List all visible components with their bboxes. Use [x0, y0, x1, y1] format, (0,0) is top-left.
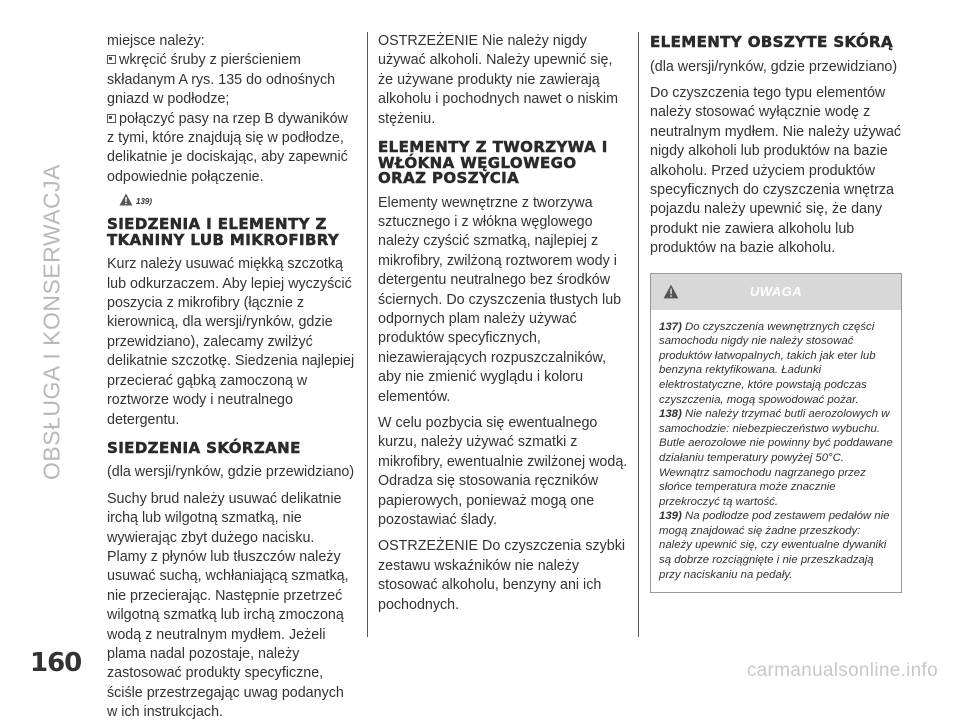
watermark: carmanualsonline.info	[746, 660, 938, 681]
warning-triangle-icon	[119, 193, 133, 206]
warning-reference-number: 139)	[136, 197, 153, 207]
bullet-text-2: połączyć pasy na rzep B dywaników z tymi, które znajdują się w podłodze, delikatnie je dociskając, aby zapewnić odpowiednie połączenie.	[107, 110, 348, 185]
caution-text: Do czyszczenia wewnętrznych części samochodu nigdy nie należy stosować produktów łatwopalnych, takich jak eter lub benzyna rektyfikowana. Ładunki elektrostatyczne, które powstają podczas czyszczenia, mogą spowodować pożar.	[659, 320, 876, 406]
heading-leather-seats: SIEDZENIA SKÓRZANE	[107, 438, 301, 457]
caution-item-137	[659, 320, 893, 408]
caution-item-138	[659, 407, 893, 509]
column-2	[378, 32, 628, 615]
heading-fabric-seats: SIEDZENIA I ELEMENTY Z TKANINY LUB MIKROFIBRY	[107, 215, 340, 249]
bullet-text-1: wkręcić śruby z pierścieniem składanym A rys. 135 do odnośnych gniazd w podłodze;	[107, 52, 336, 108]
checkbox-bullet-icon	[107, 114, 116, 123]
column-3	[650, 32, 902, 593]
warning-triangle-icon	[663, 284, 679, 299]
caution-item-139	[659, 509, 893, 582]
caution-body	[651, 310, 901, 593]
fabric-seats-text: Kurz należy usuwać miękką szczotką lub odkurzaczem. Aby lepiej wyczyścić poszycia z mikrofibry (łącznie z kierownicą, dla wersji/rynków, gdzie przewidziano), zalecamy zwilżyć delikatnie szczotkę. Siedzenia najlepiej przecierać gąbką zamoczoną w roztworze wody i neutralnego detergentu.	[107, 256, 355, 428]
dust-text: W celu pozbycia się ewentualnego kurzu, należy używać szmatki z mikrofibry, ewentualnie zwilżonej wodą. Odradza się stosowania ręczników papierowych, ponieważ mogą one pozostawiać ślady.	[378, 415, 628, 529]
caution-number: 137)	[659, 320, 685, 333]
alcohol-warning-text: OSTRZEŻENIE Nie należy nigdy używać alkoholi. Należy upewnić się, że używane produkty nie zawierają alkoholu i pochodnych nawet o niskim stężeniu.	[378, 33, 619, 127]
caution-number: 138)	[659, 408, 685, 421]
heading-leather-elements: ELEMENTY OBSZYTE SKÓRĄ	[650, 33, 893, 51]
leather-elements-text: Do czyszczenia tego typu elementów należy stosować wyłącznie wodę z neutralnym mydłem. Nie należy używać nigdy alkoholi lub produktów na bazie alkoholu. Przed użyciem produktów specyficznych do czyszczenia wnętrza pojazdu należy upewnić się, że dany produkt nie zawiera alkoholu lub produktów na bazie alkoholu.	[650, 84, 902, 257]
column-divider-2	[638, 32, 639, 637]
page-number: 160	[30, 648, 82, 678]
caution-text: Nie należy trzymać butli aerozolowych w samochodzie: niebezpieczeństwo wybuchu. Butle aerozolowe nie powinny być poddawane działaniu temperatury powyżej 50°C. Wewnątrz samochodu nagrzanego przez słońce temperatura może znacznie przekroczyć tą wartość.	[659, 408, 893, 508]
caution-number: 139)	[659, 510, 685, 523]
bullet-item-2	[107, 110, 357, 188]
leather-elements-note: (dla wersji/rynków, gdzie przewidziano)	[650, 58, 898, 75]
leather-seats-note: (dla wersji/rynków, gdzie przewidziano)	[107, 464, 355, 481]
warning-reference	[119, 193, 357, 206]
caution-text: Na podłodze pod zestawem pedałów nie mogą znajdować się żadne przeszkody: należy upewnić się, czy ewentualne dywaniki są dobrze rozciągnięte i nie przeszkadzają przy naciskaniu na pedały.	[659, 510, 890, 581]
column-1	[107, 32, 357, 723]
instrument-glass-warning: OSTRZEŻENIE Do czyszczenia szybki zestawu wskaźników nie należy stosować alkoholu, benzyny ani ich pochodnych.	[378, 538, 626, 613]
caution-box	[650, 273, 902, 594]
intro-text: miejsce należy:	[107, 33, 205, 49]
caution-title: UWAGA	[749, 284, 803, 300]
side-section-title: OBSŁUGA I KONSERWACJA	[38, 164, 65, 480]
checkbox-bullet-icon	[107, 55, 116, 64]
leather-seats-text: Suchy brud należy usuwać delikatnie irchą lub wilgotną szmatką, nie wywierając zbyt dużego nacisku. Plamy z płynów lub tłuszczów należy usuwać suchą, wchłaniającą szmatką, nie przecierając. Następnie przetrzeć wilgotną szmatką lub irchą zmoczoną wodą z neutralnym mydłem. Jeżeli plama nadal pozostaje, należy zastosować produkty specyficzne, ściśle przestrzegając uwag podanych w ich instrukcjach.	[107, 490, 349, 721]
plastic-carbon-text: Elementy wewnętrzne z tworzywa sztucznego i z włókna węglowego należy czyścić szmatką, najlepiej z mikrofibry, zwilżoną roztworem wody i detergentu neutralnego bez środków ściernych. Do czyszczenia tłustych lub odpornych plam należy używać produktów specyficznych, niezawierających rozpuszczalników, aby nie zmienić wyglądu i koloru elementów.	[378, 194, 622, 405]
caution-header	[651, 274, 901, 310]
column-divider-1	[367, 32, 368, 637]
heading-plastic-carbon: ELEMENTY Z TWORZYWA I WŁÓKNA WĘGLOWEGO ORAZ POSZYCIA	[378, 138, 608, 188]
bullet-item-1	[107, 51, 357, 109]
